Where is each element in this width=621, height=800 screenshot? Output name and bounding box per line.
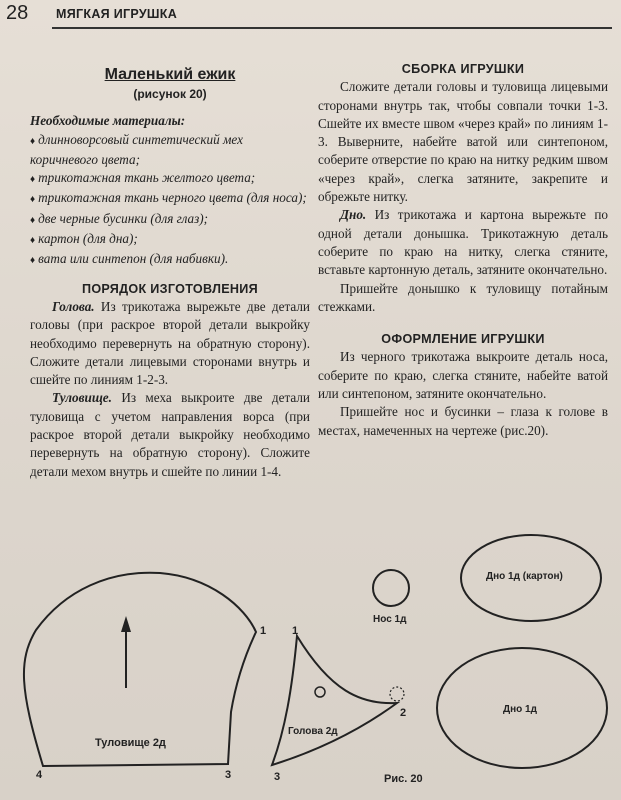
bullet-icon: ♦ bbox=[30, 194, 36, 206]
article-title: Маленький ежик bbox=[104, 66, 236, 83]
assembly-heading: СБОРКА ИГРУШКИ bbox=[401, 62, 525, 76]
point-label: 2 bbox=[400, 707, 407, 719]
bullet-icon: ♦ bbox=[30, 214, 36, 226]
head-piece-outline bbox=[272, 636, 397, 765]
point-label: 4 bbox=[36, 769, 43, 781]
eye-mark bbox=[315, 687, 325, 697]
point-label: 3 bbox=[225, 769, 232, 781]
attach-paragraph: Пришейте донышко к туловищу потайным стежками. bbox=[318, 280, 608, 314]
head-paragraph: Голова. Из трикотажа вырежьте две детали головы (при раскрое второй детали выкройку необходимо перевернуть на обратную сторону). Сложите детали лицевыми сторонами внутрь и сшейте по линиям 1-2-3. bbox=[30, 298, 310, 388]
decor-paragraph-1: Из черного трикотажа выкроите деталь носа, соберите по краю, слегка стяните, набейте ватой или синтепоном, затяните окончательно. bbox=[318, 349, 608, 402]
decor-heading: ОФОРМЛЕНИЕ ИГРУШКИ bbox=[381, 332, 545, 347]
materials-item: ♦ трикотажная ткань желтого цвета; bbox=[30, 170, 256, 186]
article-subtitle: (рисунок 20) bbox=[133, 87, 207, 101]
bullet-icon: ♦ bbox=[30, 235, 36, 247]
bottom-term: Дно. bbox=[340, 207, 367, 223]
bottom-piece-label: Дно 1д bbox=[503, 704, 537, 715]
materials-item: ♦ трикотажная ткань черного цвета (для носа); bbox=[30, 190, 307, 206]
bottom-card-label: Дно 1д (картон) bbox=[486, 571, 563, 582]
section-title: МЯГКАЯ ИГРУШКА bbox=[56, 7, 178, 21]
bottom-paragraph: Дно. Из трикотажа и картона вырежьте по одной детали донышка. Трикотажную деталь соберите по краю на нитку, слегка стяните, вставьте картонную деталь, затяните окончательно. bbox=[318, 207, 608, 278]
procedure-heading: ПОРЯДОК ИЗГОТОВЛЕНИЯ bbox=[81, 281, 259, 296]
point-label: 3 bbox=[274, 771, 281, 783]
materials-item: ♦ вата или синтепон (для набивки). bbox=[30, 251, 229, 267]
decor-paragraph-2: Пришейте нос и бусинки – глаза к голове в местах, намеченных на чертеже (рис.20). bbox=[318, 404, 608, 438]
head-piece-label: Голова 2д bbox=[288, 726, 338, 737]
page-number: 28 bbox=[6, 2, 29, 24]
pile-direction-arrow bbox=[121, 616, 131, 688]
bullet-icon: ♦ bbox=[30, 174, 36, 186]
assembly-paragraph: Сложите детали головы и туловища лицевыми сторонами внутрь так, чтобы совпали точки 1-3. Сшейте их вместе швом «через край» по линиям 1-3. Выверните, набейте ватой или синтепоном, соберите отверстие по краю на нитку редким швом «через край», слегка затяните, закрепите и обрежьте нитку. bbox=[318, 79, 608, 205]
point-label: 1 bbox=[292, 625, 299, 637]
bullet-icon: ♦ bbox=[30, 135, 36, 147]
materials-item: ♦ картон (для дна); bbox=[30, 231, 138, 247]
materials-heading: Необходимые материалы: bbox=[30, 113, 186, 129]
figure-caption: Рис. 20 bbox=[384, 773, 423, 785]
head-term: Голова. bbox=[52, 298, 95, 314]
body-paragraph: Туловище. Из меха выкроите две детали туловища с учетом направления ворса (при раскрое второй детали выкройку необходимо перевернуть на обратную сторону). Сложите детали мехом внутрь и сшейте по линии 1-4. bbox=[30, 390, 310, 479]
materials-item: ♦ две черные бусинки (для глаз); bbox=[30, 210, 209, 226]
body-piece-label: Туловище 2д bbox=[95, 737, 166, 749]
point-label: 1 bbox=[260, 625, 267, 637]
materials-item: ♦ длинноворсовый синтетический мех коричневого цвета; bbox=[30, 131, 243, 167]
bullet-icon: ♦ bbox=[30, 255, 36, 267]
nose-position-mark bbox=[390, 687, 404, 701]
nose-piece-outline bbox=[373, 570, 409, 606]
nose-piece-label: Нос 1д bbox=[373, 614, 407, 625]
body-term: Туловище. bbox=[52, 390, 112, 406]
